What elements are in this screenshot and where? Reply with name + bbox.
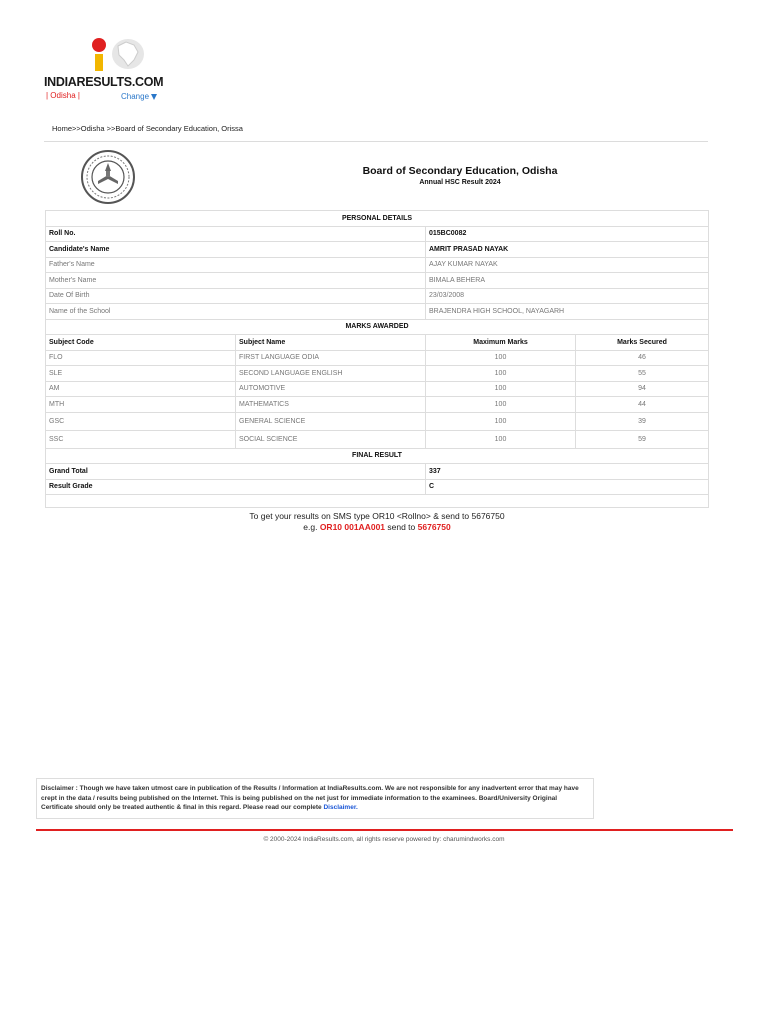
sms-example-mid: send to (385, 522, 418, 532)
subject-code: SLE (46, 366, 236, 382)
father-name: AJAY KUMAR NAYAK (426, 257, 709, 273)
marks-secured: 39 (576, 412, 709, 430)
breadcrumb-separator: >> (104, 124, 116, 133)
brand-name: INDIARESULTS.COM (44, 75, 164, 89)
maximum-marks: 100 (426, 350, 576, 366)
section-row (46, 448, 709, 464)
maximum-marks: 100 (426, 366, 576, 382)
table-row (46, 366, 709, 382)
sms-example-number: 5676750 (417, 522, 451, 532)
marks-secured: 94 (576, 381, 709, 397)
maximum-marks: 100 (426, 430, 576, 448)
subject-code: MTH (46, 397, 236, 413)
breadcrumb-board: Board of Secondary Education, Orissa (115, 124, 243, 133)
table-row (46, 226, 709, 242)
subject-code: SSC (46, 430, 236, 448)
subject-name: FIRST LANGUAGE ODIA (236, 350, 426, 366)
detail-label: Date Of Birth (46, 288, 426, 304)
subject-code: AM (46, 381, 236, 397)
maximum-marks: 100 (426, 381, 576, 397)
personal-details-heading: PERSONAL DETAILS (46, 211, 709, 227)
marks-secured: 59 (576, 430, 709, 448)
marks-header-row (46, 335, 709, 351)
table-row (46, 397, 709, 413)
table-row (46, 242, 709, 258)
result-table (45, 210, 709, 508)
site-logo[interactable] (44, 36, 174, 106)
sms-example (0, 522, 754, 532)
subject-code: GSC (46, 412, 236, 430)
table-row (46, 430, 709, 448)
detail-label: Candidate's Name (46, 242, 426, 258)
maximum-marks: 100 (426, 412, 576, 430)
detail-label: Mother's Name (46, 273, 426, 289)
result-subtitle: Annual HSC Result 2024 (419, 179, 501, 186)
mother-name: BIMALA BEHERA (426, 273, 709, 289)
marks-secured: 55 (576, 366, 709, 382)
marks-awarded-heading: MARKS AWARDED (46, 319, 709, 335)
table-row (46, 464, 709, 480)
breadcrumb-separator: >> (72, 124, 81, 133)
table-row (46, 350, 709, 366)
detail-label: Name of the School (46, 304, 426, 320)
marks-secured: 46 (576, 350, 709, 366)
date-of-birth: 23/03/2008 (426, 288, 709, 304)
copyright-footer: © 2000-2024 IndiaResults.com, all rights reserve powered by: charumindworks.com (263, 836, 505, 843)
detail-label: Roll No. (46, 226, 426, 242)
table-row (46, 304, 709, 320)
column-header: Subject Name (236, 335, 426, 351)
grand-total-value: 337 (426, 464, 709, 480)
final-result-heading: FINAL RESULT (46, 448, 709, 464)
sms-example-prefix: e.g. (303, 522, 320, 532)
table-row (46, 381, 709, 397)
table-row (46, 273, 709, 289)
empty-cell (46, 495, 709, 508)
subject-code: FLO (46, 350, 236, 366)
subject-name: GENERAL SCIENCE (236, 412, 426, 430)
table-row (46, 479, 709, 495)
breadcrumb (52, 124, 243, 133)
roll-number: 015BC0082 (426, 226, 709, 242)
header-divider (44, 141, 708, 142)
table-row (46, 412, 709, 430)
board-seal-icon (80, 149, 136, 205)
disclaimer-text: Disclaimer : Though we have taken utmost care in publication of the Results / Information at IndiaResults.com. We are not responsible for any inadvertent error that may have crept in the data / results being published on the Internet. This is being published on the net just for immediate information to the examinees. Board/University Original Certificate should only be treated authentic & final in this regard. Please read our complete (41, 785, 579, 811)
board-title: Board of Secondary Education, Odisha (362, 165, 558, 177)
dropdown-triangle-icon[interactable] (151, 94, 157, 100)
subject-name: SECOND LANGUAGE ENGLISH (236, 366, 426, 382)
disclaimer-link[interactable]: Disclaimer. (323, 804, 358, 811)
subject-name: SOCIAL SCIENCE (236, 430, 426, 448)
column-header: Maximum Marks (426, 335, 576, 351)
result-grade-value: C (426, 479, 709, 495)
breadcrumb-state[interactable]: Odisha (80, 124, 105, 133)
column-header: Marks Secured (576, 335, 709, 351)
marks-secured: 44 (576, 397, 709, 413)
maximum-marks: 100 (426, 397, 576, 413)
candidate-name: AMRIT PRASAD NAYAK (426, 242, 709, 258)
subject-name: MATHEMATICS (236, 397, 426, 413)
result-grade-label: Result Grade (46, 479, 426, 495)
footer-divider (36, 829, 733, 831)
change-state-button[interactable] (121, 92, 157, 101)
school-name: BRAJENDRA HIGH SCHOOL, NAYAGARH (426, 304, 709, 320)
disclaimer-box (36, 778, 594, 819)
table-row (46, 257, 709, 273)
sms-example-code: OR10 001AA001 (319, 522, 386, 532)
column-header: Subject Code (46, 335, 236, 351)
table-row (46, 288, 709, 304)
sms-instructions: To get your results on SMS type OR10 <Rollno> & send to 5676750 (249, 511, 505, 521)
empty-row (46, 495, 709, 508)
change-label[interactable]: Change (121, 92, 150, 101)
section-row (46, 319, 709, 335)
grand-total-label: Grand Total (46, 464, 426, 480)
selected-state: | Odisha | (46, 91, 80, 100)
detail-label: Father's Name (46, 257, 426, 273)
breadcrumb-home[interactable]: Home (52, 124, 73, 133)
subject-name: AUTOMOTIVE (236, 381, 426, 397)
section-row (46, 211, 709, 227)
indiaresults-logo-icon (88, 36, 160, 76)
